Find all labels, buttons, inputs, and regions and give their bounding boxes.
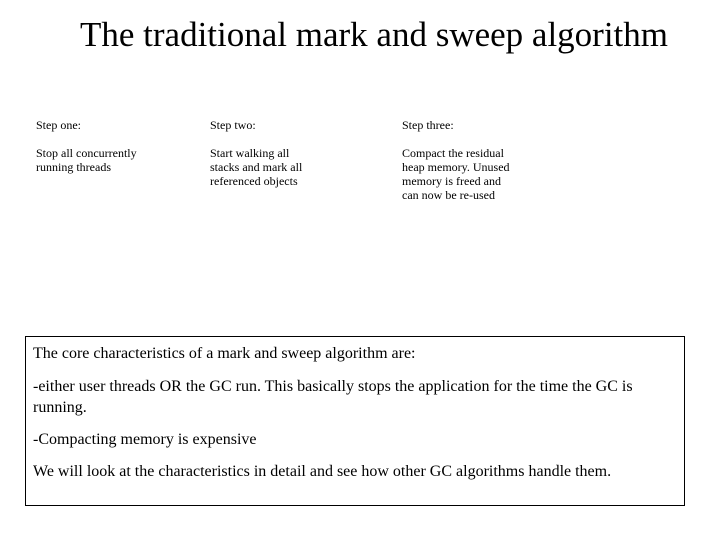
summary-intro: The core characteristics of a mark and sweep algorithm are: xyxy=(33,345,416,362)
step-three-heading: Step three: xyxy=(402,118,454,132)
step-two-column xyxy=(210,118,315,188)
step-three-text: Compact the residual heap memory. Unused memory is freed and can now be re-used xyxy=(402,146,510,202)
step-two-text: Start walking all stacks and mark all referenced objects xyxy=(210,146,303,188)
step-one-text: Stop all concurrently running threads xyxy=(36,146,137,174)
step-one-column xyxy=(36,118,156,174)
summary-box xyxy=(25,336,685,506)
slide-title: The traditional mark and sweep algorithm xyxy=(79,15,668,54)
step-one-heading: Step one: xyxy=(36,118,81,132)
step-two-heading: Step two: xyxy=(210,118,256,132)
summary-point-compacting: -Compacting memory is expensive xyxy=(33,431,257,448)
summary-closing: We will look at the characteristics in detail and see how other GC algorithms handle them. xyxy=(33,463,612,480)
summary-point-threads: -either user threads OR the GC run. This basically stops the application for the time the GC is running. xyxy=(33,378,633,416)
step-three-column xyxy=(402,118,517,202)
